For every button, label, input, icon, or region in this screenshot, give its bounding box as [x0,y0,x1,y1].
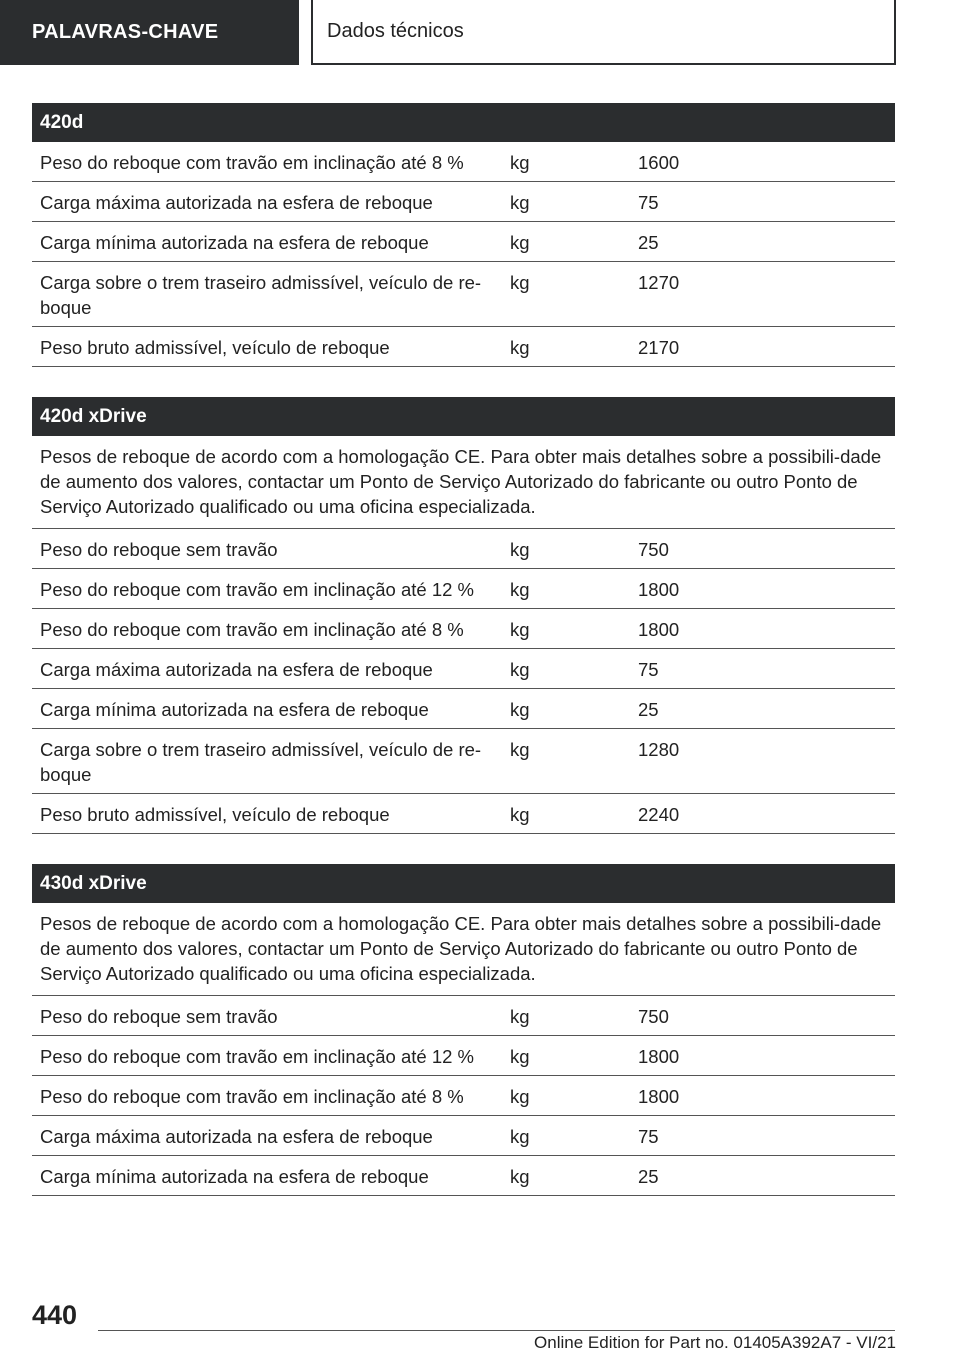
table-row [32,729,895,794]
row-value: 75 [638,192,659,213]
row-label: Carga máxima autorizada na esfera de reboque [40,192,433,213]
row-value: 1270 [638,272,680,293]
table-row [32,262,895,327]
row-label: Peso do reboque com travão em inclinação até 12 % [40,1046,474,1067]
table-row [32,529,895,569]
chapter-title-box [311,0,896,65]
section-note: Pesos de reboque de acordo com a homologação CE. Para obter mais detalhes sobre a possibili-dade de aumento dos valores, contactar um Ponto de Serviço Autorizado do fabricante ou outro Ponto de Serviço Autorizado qualificado ou uma oficina especializada. [32,903,895,996]
row-value: 1800 [638,1086,680,1107]
section-title: 420d [32,103,895,142]
row-unit: kg [510,152,530,173]
row-unit: kg [510,804,530,825]
row-unit: kg [510,272,530,293]
row-value: 75 [638,659,659,680]
table-row [32,1036,895,1076]
row-value: 25 [638,232,659,253]
row-label: Peso do reboque com travão em inclinação até 8 % [40,619,464,640]
row-unit: kg [510,619,530,640]
row-label: Carga máxima autorizada na esfera de reboque [40,1126,433,1147]
row-unit: kg [510,1086,530,1107]
row-value: 25 [638,1166,659,1187]
row-label: Peso do reboque sem travão [40,539,278,560]
row-value: 25 [638,699,659,720]
row-unit: kg [510,539,530,560]
table-row [32,222,895,262]
section-note: Pesos de reboque de acordo com a homologação CE. Para obter mais detalhes sobre a possibili-dade de aumento dos valores, contactar um Ponto de Serviço Autorizado do fabricante ou outro Ponto de Serviço Autorizado qualificado ou uma oficina especializada. [32,436,895,529]
table-row [32,609,895,649]
table-row [32,569,895,609]
table-row [32,794,895,834]
page-number: 440 [32,1300,78,1330]
row-unit: kg [510,337,530,358]
row-label: Peso bruto admissível, veículo de reboque [40,337,390,358]
row-label: Carga máxima autorizada na esfera de reboque [40,659,433,680]
row-value: 1280 [638,739,680,760]
row-value: 1800 [638,619,680,640]
row-unit: kg [510,1006,530,1027]
row-value: 1800 [638,579,680,600]
row-label: Carga sobre o trem traseiro admissível, veículo de re-boque [40,272,482,318]
row-unit: kg [510,1046,530,1067]
row-unit: kg [510,659,530,680]
chapter-title: Dados técnicos [327,20,464,42]
row-unit: kg [510,232,530,253]
table-row [32,1076,895,1116]
row-label: Carga sobre o trem traseiro admissível, veículo de re-boque [40,739,482,785]
table-row [32,649,895,689]
spec-section [32,864,895,1196]
table-row [32,689,895,729]
row-unit: kg [510,192,530,213]
row-value: 1600 [638,152,680,173]
row-value: 2170 [638,337,680,358]
table-row [32,996,895,1036]
row-label: Carga mínima autorizada na esfera de reboque [40,232,429,253]
row-label: Peso do reboque sem travão [40,1006,278,1027]
row-label: Peso do reboque com travão em inclinação até 8 % [40,1086,464,1107]
keywords-tab-label: PALAVRAS-CHAVE [32,21,219,43]
row-unit: kg [510,699,530,720]
edition-text: Online Edition for Part no. 01405A392A7 - VI/21 [534,1333,896,1352]
row-value: 750 [638,539,669,560]
table-row [32,1116,895,1156]
row-label: Peso bruto admissível, veículo de reboque [40,804,390,825]
section-title: 420d xDrive [32,397,895,436]
table-row [32,182,895,222]
section-title: 430d xDrive [32,864,895,903]
row-value: 75 [638,1126,659,1147]
row-unit: kg [510,1126,530,1147]
keywords-tab[interactable] [0,0,299,65]
spec-section [32,103,895,367]
row-label: Peso do reboque com travão em inclinação até 12 % [40,579,474,600]
row-label: Carga mínima autorizada na esfera de reboque [40,699,429,720]
table-row [32,142,895,182]
spec-section [32,397,895,834]
footer-divider [98,1330,895,1331]
table-row [32,327,895,367]
spec-tables [32,103,895,1226]
row-label: Carga mínima autorizada na esfera de reboque [40,1166,429,1187]
row-unit: kg [510,739,530,760]
row-value: 750 [638,1006,669,1027]
row-value: 1800 [638,1046,680,1067]
table-row [32,1156,895,1196]
row-unit: kg [510,579,530,600]
row-value: 2240 [638,804,680,825]
row-unit: kg [510,1166,530,1187]
row-label: Peso do reboque com travão em inclinação até 8 % [40,152,464,173]
